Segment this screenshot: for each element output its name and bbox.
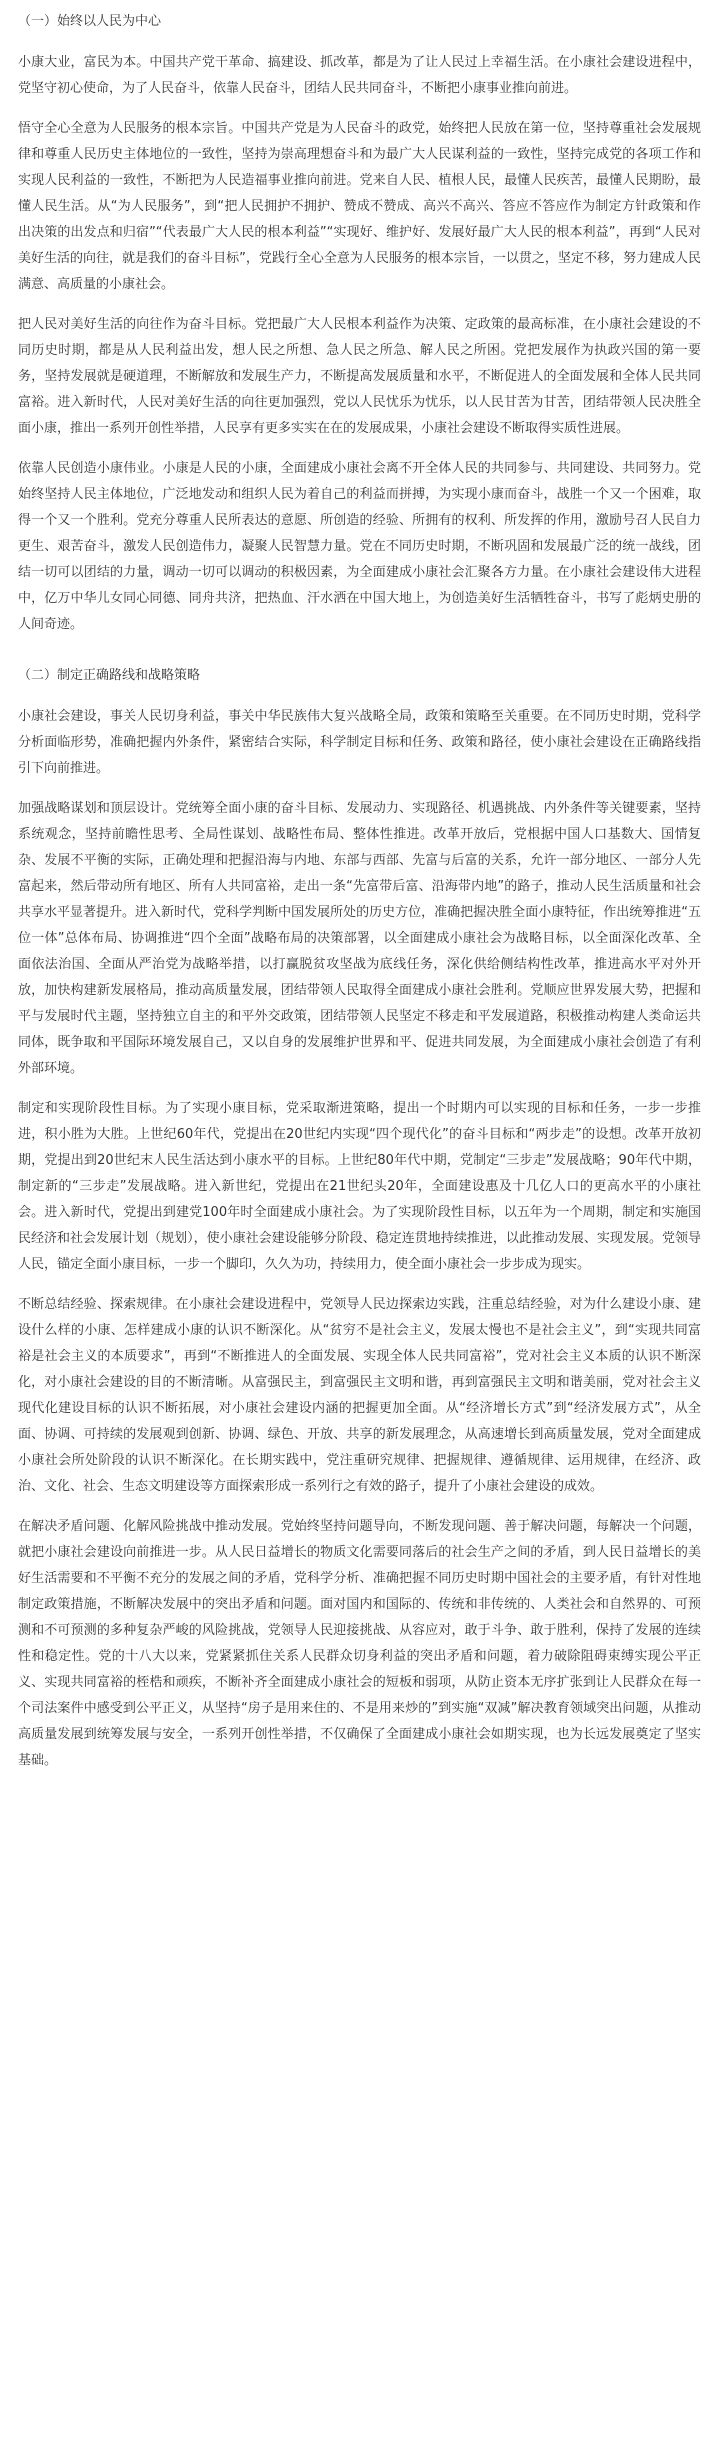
paragraph: 依靠人民创造小康伟业。小康是人民的小康，全面建成小康社会离不开全体人民的共同参与、共同建设、共同努力。党始终坚持人民主体地位，广泛地发动和组织人民为着自己的利益而拼搏，为实现小康而奋斗，战胜一个又一个困难，取得一个又一个胜利。党充分尊重人民所表达的意愿、所创造的经验、所拥有的权利、所发挥的作用，激励号召人民自力更生、艰苦奋斗，激发人民创造伟力，凝聚人民智慧力量。党在不同历史时期，不断巩固和发展最广泛的统一战线，团结一切可以团结的力量，调动一切可以调动的积极因素，为全面建成小康社会汇聚各方力量。在小康社会建设伟大进程中，亿万中华儿女同心同德、同舟共济，把热血、汗水洒在中国大地上，为创造美好生活牺牲奋斗，书写了彪炳史册的人间奇迹。 — [18, 461, 701, 632]
paragraph: 制定和实现阶段性目标。为了实现小康目标，党采取渐进策略，提出一个时期内可以实现的目标和任务，一步一步推进，积小胜为大胜。上世纪60年代，党提出在20世纪内实现“四个现代化”的奋斗目标和“两步走”的设想。改革开放初期，党提出到20世纪末人民生活达到小康水平的目标。上世纪80年代中期，党制定“三步走”发展战略；90年代中期，制定新的“三步走”发展战略。进入新世纪，党提出在21世纪头20年，全面建设惠及十几亿人口的更高水平的小康社会。进入新时代，党提出到建党100年时全面建成小康社会。为了实现阶段性目标，以五年为一个周期，制定和实施国民经济和社会发展计划（规划），使小康社会建设能够分阶段、稳定连贯地持续推进，以此推动发展、实现发展。党领导人民，锚定全面小康目标，一步一个脚印，久久为功，持续用力，使全面小康社会一步步成为现实。 — [18, 1101, 701, 1272]
section-heading-people-centered: （一）始终以人民为中心 — [18, 14, 162, 29]
paragraph: 加强战略谋划和顶层设计。党统筹全面小康的奋斗目标、发展动力、实现路径、机遇挑战、内外条件等关键要素，坚持系统观念，坚持前瞻性思考、全局性谋划、战略性布局、整体性推进。改革开放后，党根据中国人口基数大、国情复杂、发展不平衡的实际，正确处理和把握沿海与内地、东部与西部、先富与后富的关系，允许一部分地区、一部分人先富起来，然后带动所有地区、所有人共同富裕，走出一条“先富带后富、沿海带内地”的路子，推动人民生活质量和社会共享水平显著提升。进入新时代，党科学判断中国发展所处的历史方位，准确把握决胜全面小康特征，作出统筹推进“五位一体”总体布局、协调推进“四个全面”战略布局的决策部署，以全面建成小康社会为战略目标，以全面深化改革、全面依法治国、全面从严治党为战略举措，以打赢脱贫攻坚战为底线任务，深化供给侧结构性改革，推进高水平对外开放，加快构建新发展格局，推动高质量发展，团结带领人民取得全面建成小康社会胜利。党顺应世界发展大势，把握和平与发展时代主题，坚持独立自主的和平外交政策，团结带领人民坚定不移走和平发展道路，积极推动构建人类命运共同体，既争取和平国际环境发展自己，又以自身的发展维护世界和平、促进共同发展，为全面建成小康社会创造了有利外部环境。 — [18, 801, 701, 1076]
section-spacer — [14, 638, 705, 656]
paragraph: 悟守全心全意为人民服务的根本宗旨。中国共产党是为人民奋斗的政党，始终把人民放在第一位，坚持尊重社会发展规律和尊重人民历史主体地位的一致性，坚持为崇高理想奋斗和为最广大人民谋利益的一致性，坚持完成党的各项工作和实现人民利益的一致性，不断把为人民造福事业推向前进。党来自人民、植根人民，最懂人民疾苦，最懂人民期盼，最懂人民生活。从“为人民服务”，到“把人民拥护不拥护、赞成不赞成、高兴不高兴、答应不答应作为制定方针政策和作出决策的出发点和归宿”“代表最广大人民的根本利益”“实现好、维护好、发展好最广大人民的根本利益”，再到“人民对美好生活的向往，就是我们的奋斗目标”，党践行全心全意为人民服务的根本宗旨，一以贯之，坚定不移，努力建成人民满意、高质量的小康社会。 — [18, 121, 701, 292]
paragraph: 小康社会建设，事关人民切身利益，事关中华民族伟大复兴战略全局，政策和策略至关重要。在不同历史时期，党科学分析面临形势，准确把握内外条件，紧密结合实际，科学制定目标和任务、政策和路径，使小康社会建设在正确路线指引下向前推进。 — [18, 709, 701, 776]
paragraph: 在解决矛盾问题、化解风险挑战中推动发展。党始终坚持问题导向，不断发现问题、善于解决问题，每解决一个问题，就把小康社会建设向前推进一步。从人民日益增长的物质文化需要同落后的社会生产之间的矛盾，到人民日益增长的美好生活需要和不平衡不充分的发展之间的矛盾，党科学分析、准确把握不同历史时期中国社会的主要矛盾，有针对性地制定政策措施，不断解决发展中的突出矛盾和问题。面对国内和国际的、传统和非传统的、人类社会和自然界的、可预测和不可预测的多种复杂严峻的风险挑战，党领导人民迎接挑战、从容应对，敢于斗争、敢于胜利，保持了发展的连续性和稳定性。党的十八大以来，党紧紧抓住关系人民群众切身利益的突出矛盾和问题，着力破除阻碍束缚实现公平正义、实现共同富裕的桎梏和顽疾，不断补齐全面建成小康社会的短板和弱项，从防止资本无序扩张到让人民群众在每一个司法案件中感受到公平正义，从坚持“房子是用来住的、不是用来炒的”到实施“双减”解决教育领域突出问题，从推动高质量发展到统筹发展与安全，一系列开创性举措，不仅确保了全面建成小康社会如期实现，也为长远发展奠定了坚实基础。 — [18, 1519, 701, 1768]
paragraph: 把人民对美好生活的向往作为奋斗目标。党把最广大人民根本利益作为决策、定政策的最高标准，在小康社会建设的不同历史时期，都是从人民利益出发，想人民之所想、急人民之所急、解人民之所困。党把发展作为执政兴国的第一要务，坚持发展就是硬道理，不断解放和发展生产力，不断提高发展质量和水平，不断促进人的全面发展和全体人民共同富裕。进入新时代，人民对美好生活的向往更加强烈，党以人民忧乐为忧乐，以人民甘苦为甘苦，团结带领人民决胜全面小康，推出一系列开创性举措，人民享有更多实实在在的发展成果，小康社会建设不断取得实质性进展。 — [18, 317, 701, 436]
paragraph: 小康大业，富民为本。中国共产党干革命、搞建设、抓改革，都是为了让人民过上幸福生活。在小康社会建设进程中，党坚守初心使命，为了人民奋斗，依靠人民奋斗，团结人民共同奋斗，不断把小康事业推向前进。 — [18, 55, 701, 96]
section-heading-strategy: （二）制定正确路线和战略策略 — [18, 668, 201, 683]
paragraph: 不断总结经验、探索规律。在小康社会建设进程中，党领导人民边探索边实践，注重总结经验，对为什么建设小康、建设什么样的小康、怎样建成小康的认识不断深化。从“贫穷不是社会主义，发展太慢也不是社会主义”，到“实现共同富裕是社会主义的本质要求”，再到“不断推进人的全面发展、实现全体人民共同富裕”，党对社会主义本质的认识不断深化，对小康社会建设的目的不断清晰。从富强民主，到富强民主文明和谐，再到富强民主文明和谐美丽，党对社会主义现代化建设目标的认识不断拓展，对小康社会建设内涵的把握更加全面。从“经济增长方式”到“经济发展方式”，从全面、协调、可持续的发展观到创新、协调、绿色、开放、共享的新发展理念，从高速增长到高质量发展，党对全面建成小康社会所处阶段的认识不断深化。在长期实践中，党注重研究规律、把握规律、遵循规律、运用规律，在经济、政治、文化、社会、生态文明建设等方面探索形成一系列行之有效的路子，提升了小康社会建设的成效。 — [18, 1297, 701, 1494]
article-page — [0, 8, 719, 2445]
